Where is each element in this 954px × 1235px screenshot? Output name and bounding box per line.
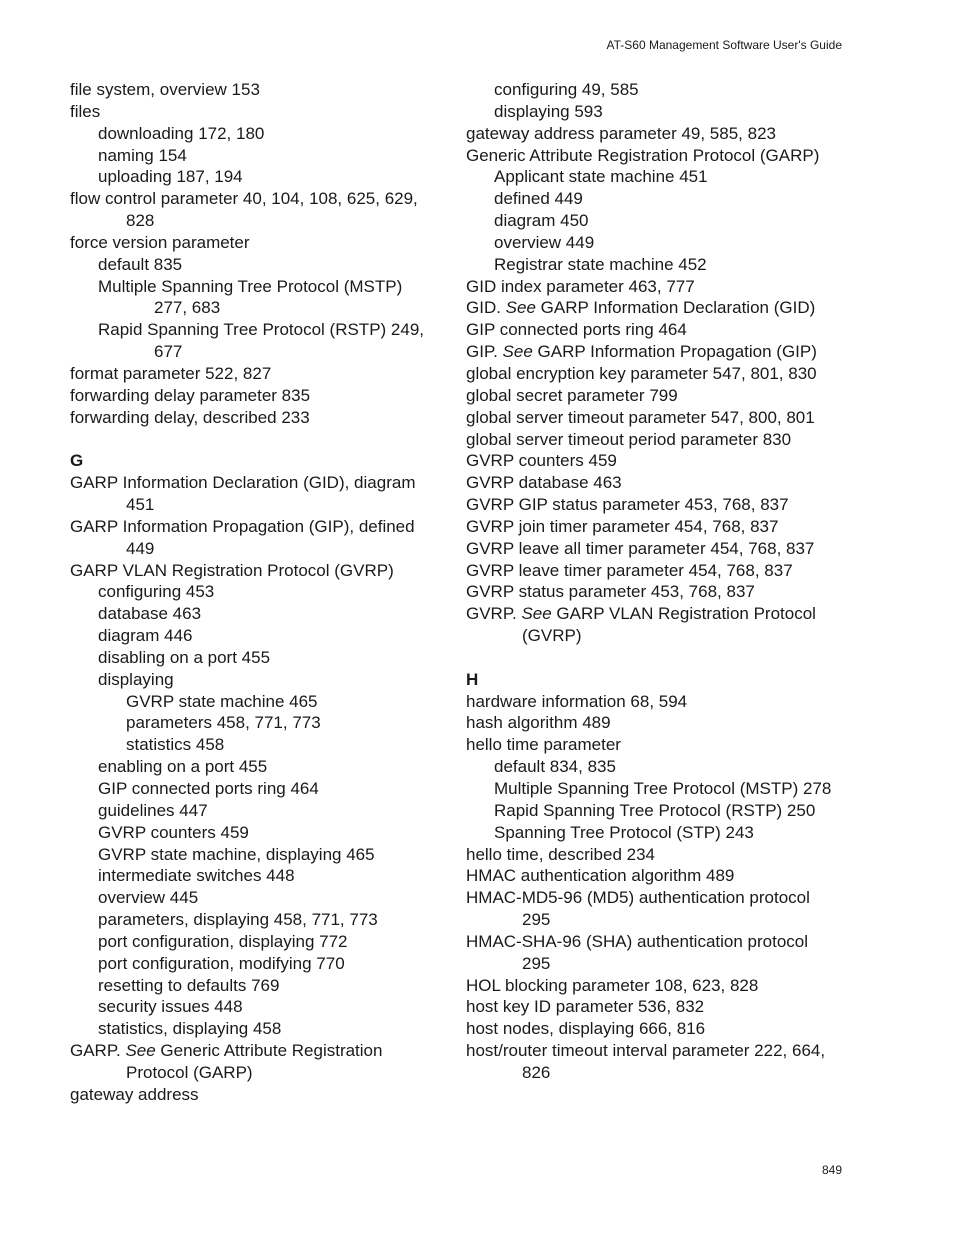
entry-prefix: GIP. bbox=[466, 342, 503, 362]
index-subentry: default 835 bbox=[98, 254, 183, 274]
index-subentry: overview 445 bbox=[98, 888, 199, 908]
index-entry: GARP Information Declaration (GID), diagram 451 bbox=[70, 473, 416, 515]
index-subentry: Rapid Spanning Tree Protocol (RSTP) 250 bbox=[494, 800, 816, 820]
index-subentry: disabling on a port 455 bbox=[98, 647, 271, 667]
index-entry: forwarding delay parameter 835 bbox=[70, 385, 311, 405]
index-entry: GVRP join timer parameter 454, 768, 837 bbox=[466, 516, 779, 536]
index-subentry: configuring 453 bbox=[98, 582, 215, 602]
index-entry: GVRP status parameter 453, 768, 837 bbox=[466, 582, 755, 602]
index-entry bbox=[466, 603, 841, 647]
index-subentry: GVRP counters 459 bbox=[98, 822, 249, 842]
index-subentry: uploading 187, 194 bbox=[98, 167, 243, 187]
index-entry: HOL blocking parameter 108, 623, 828 bbox=[466, 975, 759, 995]
index-entry: Generic Attribute Registration Protocol (GARP) bbox=[466, 145, 820, 165]
index-entry: hardware information 68, 594 bbox=[466, 691, 688, 711]
index-entry: HMAC authentication algorithm 489 bbox=[466, 866, 735, 886]
index-subentry: displaying bbox=[98, 669, 174, 689]
index-entry: hash algorithm 489 bbox=[466, 713, 611, 733]
index-subentry: Multiple Spanning Tree Protocol (MSTP) 277, 683 bbox=[98, 276, 403, 318]
index-subentry: GIP connected ports ring 464 bbox=[98, 779, 319, 798]
index-subentry: configuring 49, 585 bbox=[494, 80, 639, 99]
index-subentry: Spanning Tree Protocol (STP) 243 bbox=[494, 822, 754, 842]
index-entry: HMAC-MD5-96 (MD5) authentication protocol 295 bbox=[466, 888, 810, 930]
index-entry: GVRP leave timer parameter 454, 768, 837 bbox=[466, 560, 793, 580]
index-subentry: database 463 bbox=[98, 604, 202, 624]
section-letter: H bbox=[466, 669, 479, 689]
see-reference: See bbox=[502, 342, 533, 362]
index-subentry: Registrar state machine 452 bbox=[494, 254, 707, 274]
index-entry: file system, overview 153 bbox=[70, 80, 260, 99]
index-entry: GVRP GIP status parameter 453, 768, 837 bbox=[466, 495, 789, 515]
index-entry: flow control parameter 40, 104, 108, 625, 629, 828 bbox=[70, 189, 418, 231]
index-entry: GARP Information Propagation (GIP), defined 449 bbox=[70, 516, 415, 558]
entry-prefix: GID. bbox=[466, 298, 506, 318]
index-subentry: downloading 172, 180 bbox=[98, 123, 265, 143]
index-subentry: defined 449 bbox=[494, 189, 583, 209]
index-subentry: port configuration, displaying 772 bbox=[98, 931, 348, 951]
index-subentry: diagram 450 bbox=[494, 211, 589, 231]
index-entry: GVRP counters 459 bbox=[466, 451, 617, 471]
index-subentry: GVRP state machine 465 bbox=[126, 691, 318, 711]
index-entry: host/router timeout interval parameter 222, 664, 826 bbox=[466, 1041, 826, 1082]
entry-text: GARP Information Declaration (GID) bbox=[535, 298, 816, 318]
section-spacer bbox=[466, 647, 841, 669]
index-entry: hello time, described 234 bbox=[466, 844, 656, 864]
entry-prefix: GVRP. bbox=[466, 604, 522, 624]
page-number: 849 bbox=[821, 1163, 842, 1177]
index-subentry: diagram 446 bbox=[98, 626, 193, 646]
index-entry: GARP VLAN Registration Protocol (GVRP) bbox=[70, 560, 394, 580]
index-subentry: statistics 458 bbox=[126, 735, 225, 755]
index-entry: forwarding delay, described 233 bbox=[70, 407, 310, 427]
index-entry: gateway address parameter 49, 585, 823 bbox=[466, 123, 776, 143]
index-subentry: Applicant state machine 451 bbox=[494, 167, 708, 187]
entry-text: GARP Information Propagation (GIP) bbox=[532, 342, 817, 362]
index-entry bbox=[466, 341, 841, 363]
index-entry: host nodes, displaying 666, 816 bbox=[466, 1019, 706, 1039]
index-subentry: naming 154 bbox=[98, 145, 187, 165]
index-entry: force version parameter bbox=[70, 232, 250, 252]
index-subentry: parameters 458, 771, 773 bbox=[126, 713, 321, 733]
index-column-left bbox=[70, 79, 440, 1106]
index-subentry: resetting to defaults 769 bbox=[98, 975, 280, 995]
section-letter: G bbox=[70, 451, 84, 471]
index-subentry: statistics, displaying 458 bbox=[98, 1019, 282, 1039]
index-subentry: intermediate switches 448 bbox=[98, 866, 295, 886]
entry-text: Generic Attribute Registration Protocol (GARP) bbox=[126, 1041, 383, 1082]
entry-text: GARP VLAN Registration Protocol (GVRP) bbox=[522, 604, 816, 646]
running-header: AT-S60 Management Software User's Guide bbox=[606, 38, 842, 52]
see-reference: See bbox=[521, 604, 552, 624]
section-spacer bbox=[70, 429, 440, 451]
index-subentry: parameters, displaying 458, 771, 773 bbox=[98, 910, 378, 930]
index-subentry: port configuration, modifying 770 bbox=[98, 953, 345, 973]
index-subentry: enabling on a port 455 bbox=[98, 757, 268, 777]
index-entry: GVRP leave all timer parameter 454, 768, 837 bbox=[466, 538, 815, 558]
index-entry: GVRP database 463 bbox=[466, 473, 622, 493]
index-entry: GIP connected ports ring 464 bbox=[466, 320, 687, 340]
index-subentry: GVRP state machine, displaying 465 bbox=[98, 844, 375, 864]
index-entry: global server timeout period parameter 830 bbox=[466, 429, 792, 449]
see-reference: See bbox=[505, 298, 536, 318]
index-subentry: guidelines 447 bbox=[98, 800, 208, 820]
index-entry: hello time parameter bbox=[466, 735, 621, 755]
index-subentry: security issues 448 bbox=[98, 997, 243, 1017]
index-entry: host key ID parameter 536, 832 bbox=[466, 997, 705, 1017]
index-subentry: Multiple Spanning Tree Protocol (MSTP) 278 bbox=[494, 779, 832, 798]
index-entry: global server timeout parameter 547, 800, 801 bbox=[466, 407, 815, 427]
index-column-right bbox=[466, 79, 841, 1084]
entry-prefix: GARP. bbox=[70, 1041, 126, 1061]
index-entry: GID index parameter 463, 777 bbox=[466, 276, 695, 296]
index-subentry: default 834, 835 bbox=[494, 757, 616, 777]
index-entry: files bbox=[70, 101, 101, 121]
index-entry bbox=[466, 297, 841, 319]
index-subentry: Rapid Spanning Tree Protocol (RSTP) 249, 677 bbox=[98, 320, 425, 362]
index-entry: HMAC-SHA-96 (SHA) authentication protocol 295 bbox=[466, 931, 809, 973]
index-entry: global encryption key parameter 547, 801, 830 bbox=[466, 363, 817, 383]
see-reference: See bbox=[125, 1041, 156, 1061]
index-entry: gateway address bbox=[70, 1084, 199, 1104]
index-entry: global secret parameter 799 bbox=[466, 385, 678, 405]
index-entry bbox=[70, 1040, 440, 1084]
index-entry: format parameter 522, 827 bbox=[70, 363, 272, 383]
index-subentry: overview 449 bbox=[494, 232, 595, 252]
index-subentry: displaying 593 bbox=[494, 101, 603, 121]
